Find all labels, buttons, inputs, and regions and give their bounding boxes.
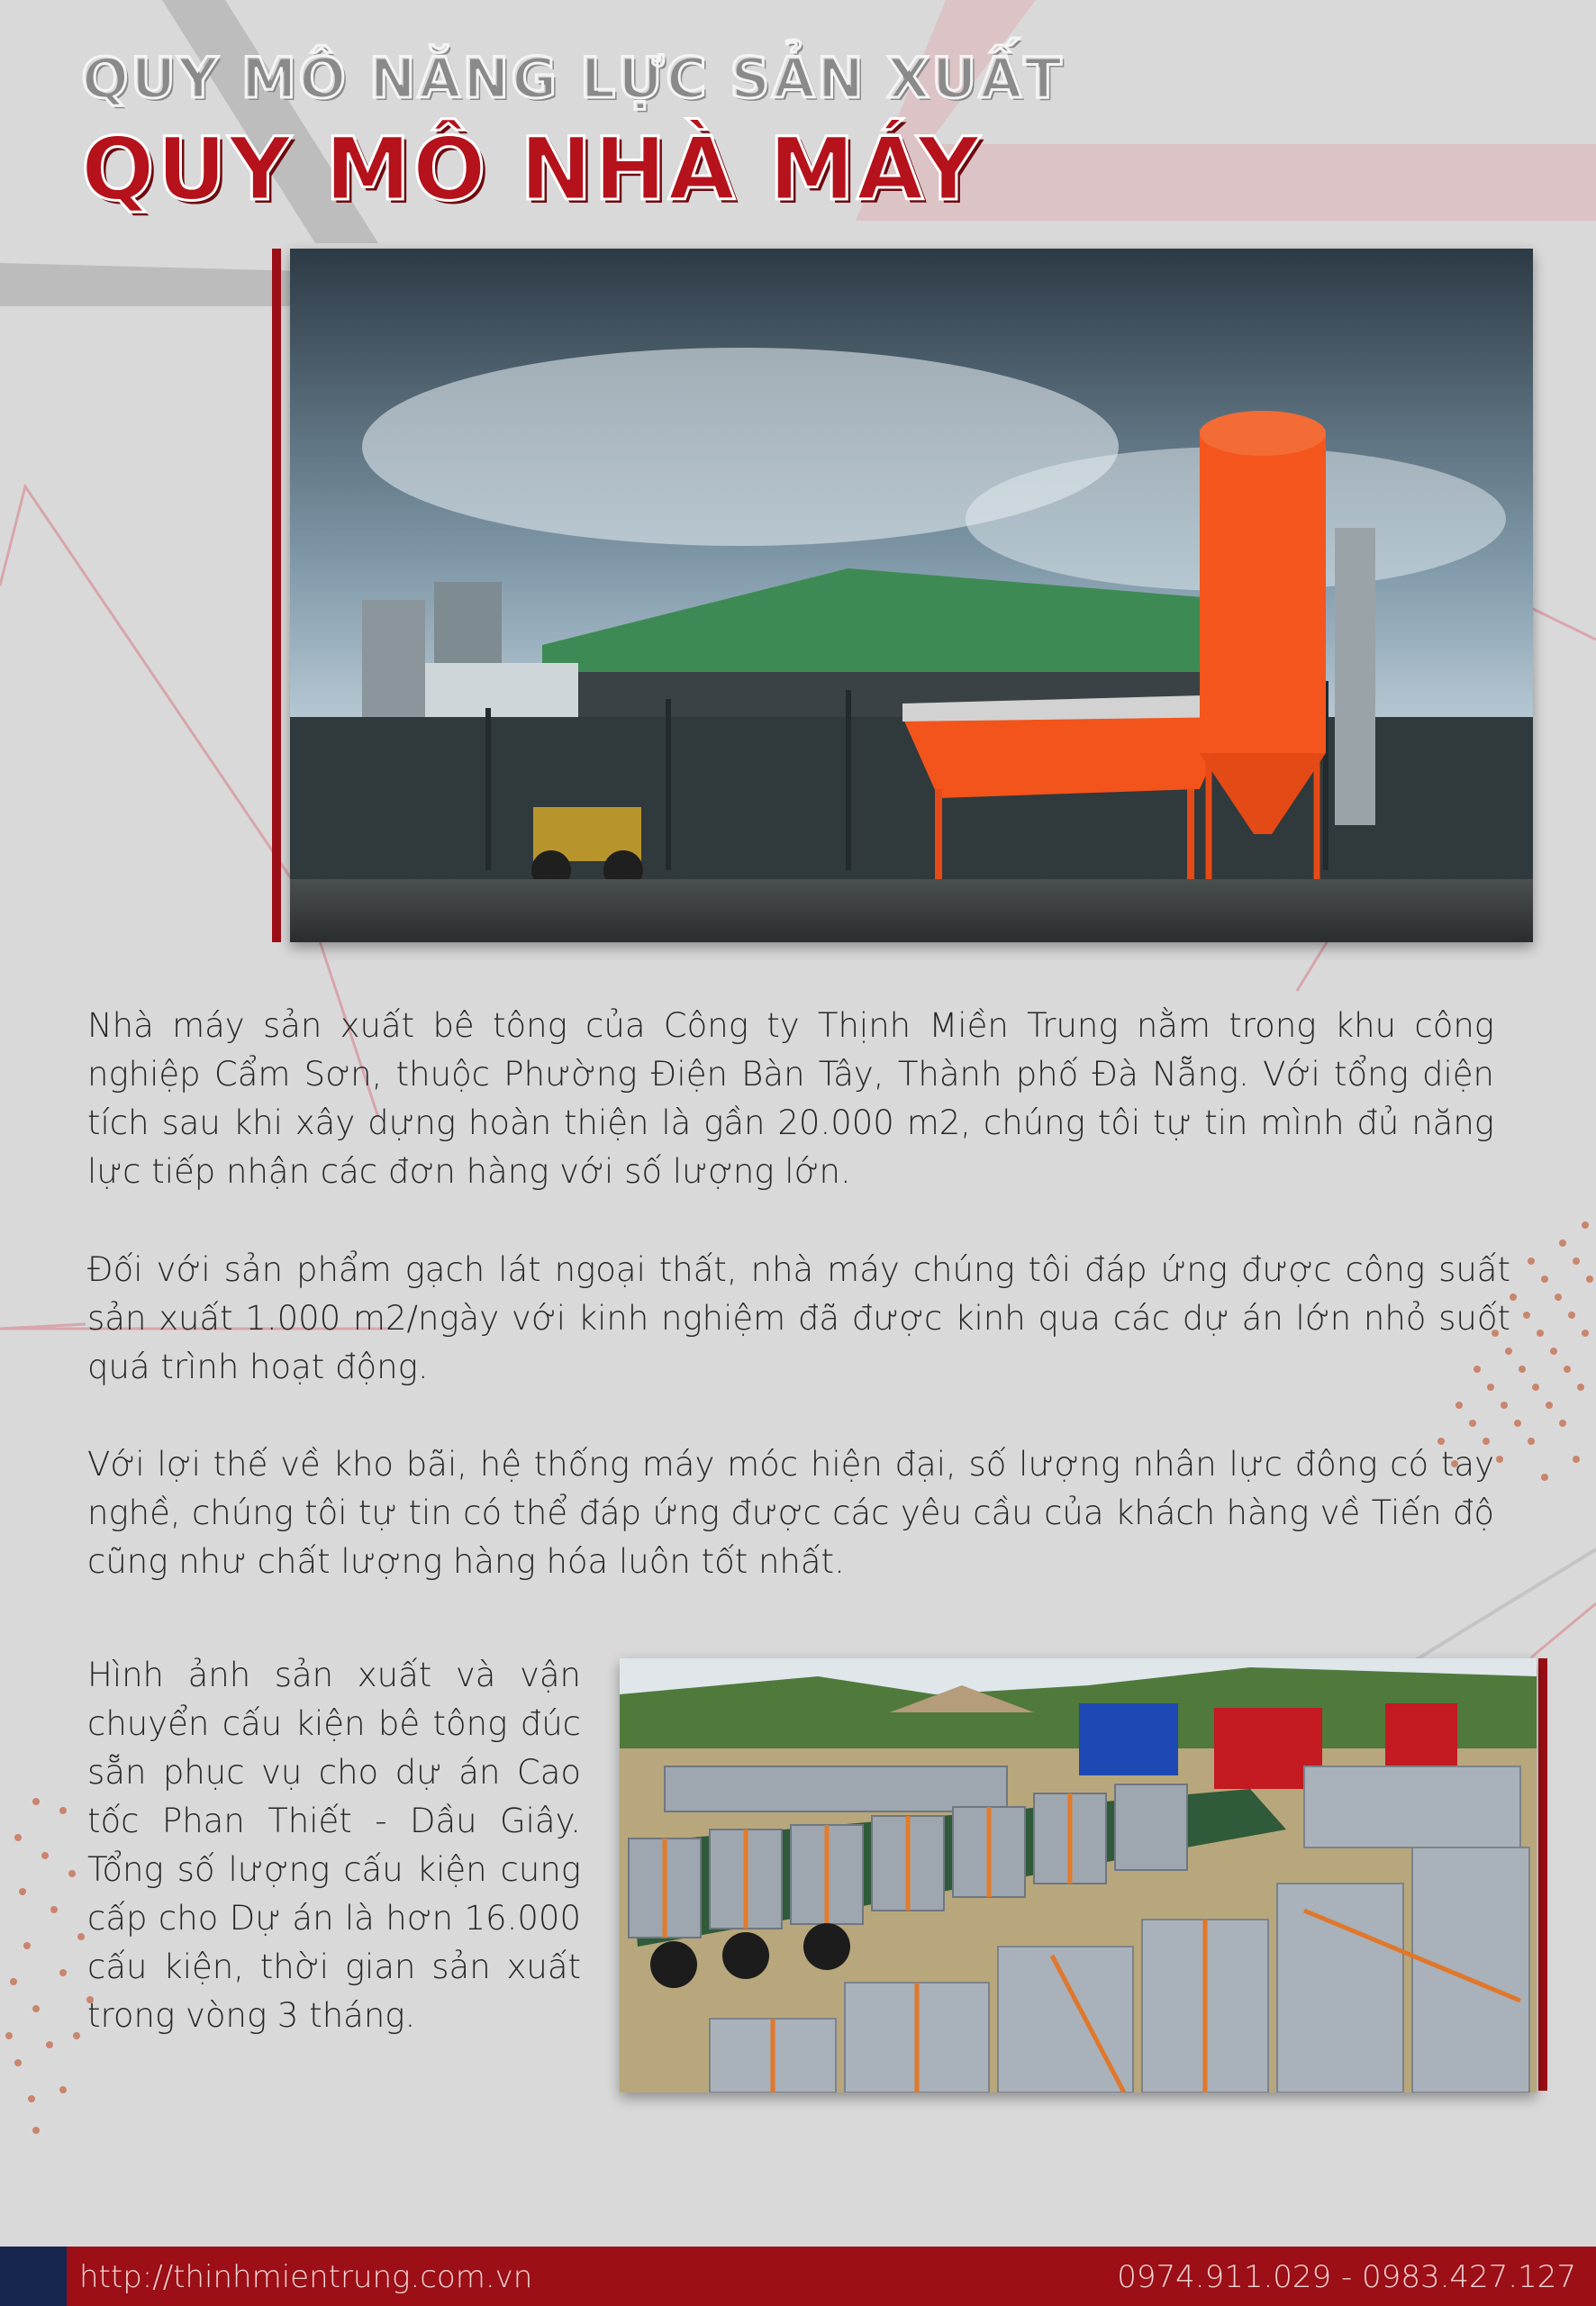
paragraph-production-capacity: Đối với sản phẩm gạch lát ngoại thất, nhà máy chúng tôi đáp ứng được công suất sản xuất 1.000 m2/ngày với kinh nghiệm đã được kinh qua các dự án lớn nhỏ suốt quá trình hoạt động. (87, 1250, 1510, 1386)
page-title: QUY MÔ NHÀ MÁY (81, 119, 982, 220)
paragraph-advantages: Với lợi thế về kho bãi, hệ thống máy móc hiện đại, số lượng nhân lực đông có tay nghề, chúng tôi tự tin có thể đáp ứng được các yêu cầu của khách hàng về Tiến độ cũng như chất lượng hàng hóa luôn tốt nhất. (87, 1445, 1494, 1581)
footer-accent-block (0, 2247, 67, 2306)
website-link[interactable]: http://thinhmientrung.com.vn (79, 2259, 533, 2295)
phone-numbers[interactable]: 0974.911.029 - 0983.427.127 (1117, 2259, 1576, 2295)
paragraph-project-description: Hình ảnh sản xuất và vận chuyển cấu kiện bê tông đúc sẵn phục vụ cho dự án Cao tốc Phan Thiết - Dầu Giây. Tổng số lượng cấu kiện cung cấp cho Dự án là hơn 16.000 cấu kiện, thời gian sản xuất trong vòng 3 tháng. (87, 1656, 581, 2035)
trucks-photo (620, 1658, 1537, 2093)
photo-accent-bar (1538, 1658, 1547, 2091)
footer (0, 2247, 1596, 2306)
section-heading: QUY MÔ NĂNG LỰC SẢN XUẤT (81, 45, 1064, 111)
factory-photo (290, 249, 1533, 942)
paragraph-factory-location: Nhà máy sản xuất bê tông của Công ty Thịnh Miền Trung nằm trong khu công nghiệp Cẩm Sơn, thuộc Phường Điện Bàn Tây, Thành phố Đà Nẵng. Với tổng diện tích sau khi xây dựng hoàn thiện là gần 20.000 m2, chúng tôi tự tin mình đủ năng lực tiếp nhận các đơn hàng với số lượng lớn. (87, 1006, 1494, 1191)
photo-accent-bar (272, 249, 281, 942)
